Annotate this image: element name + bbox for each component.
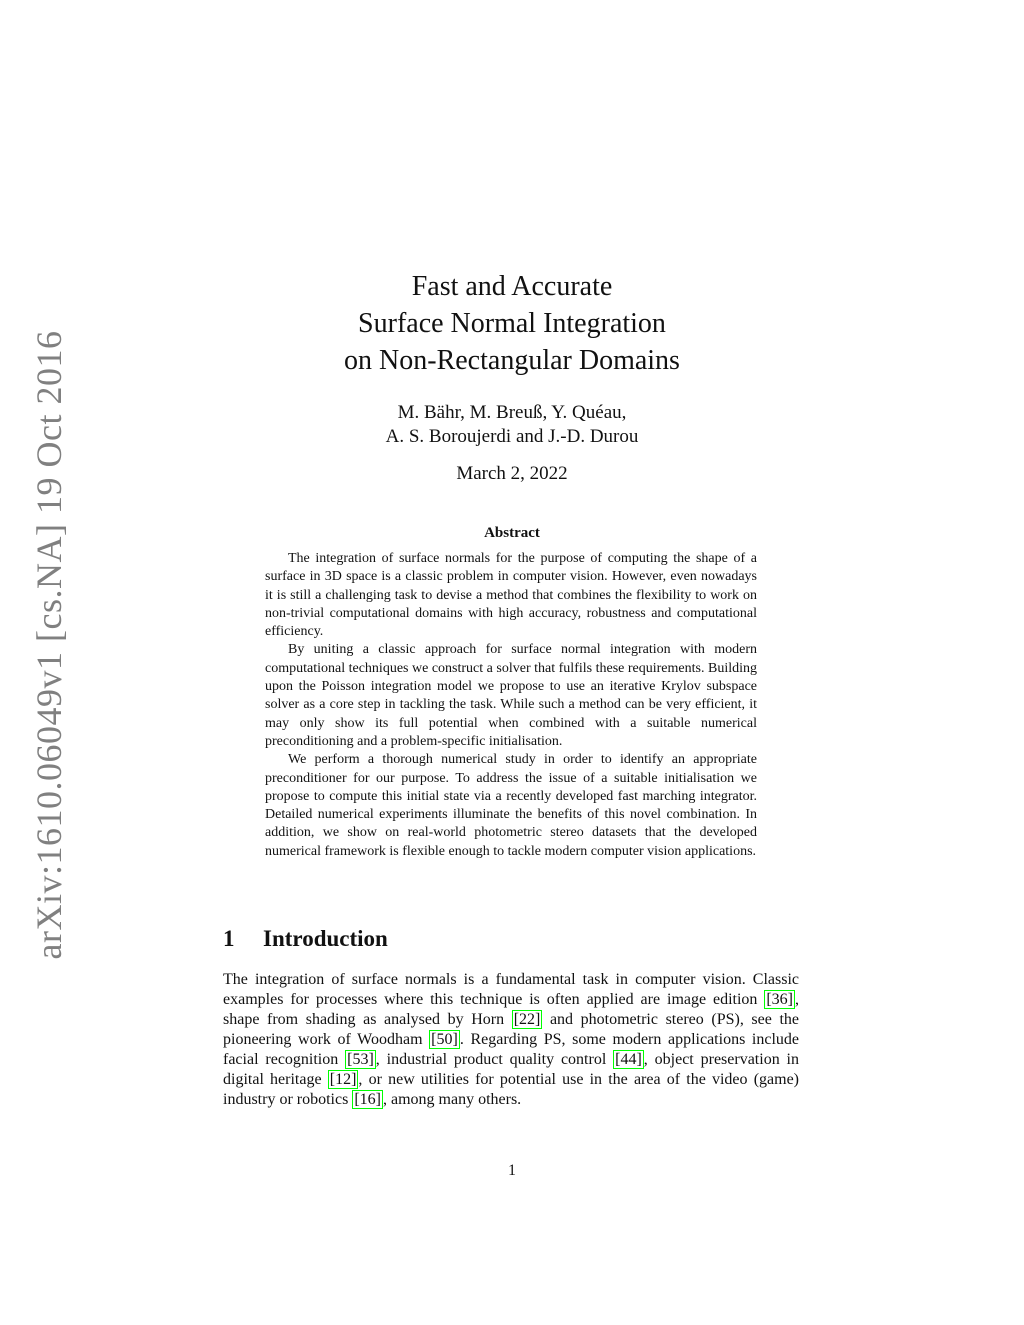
section-number: 1 xyxy=(223,926,235,951)
section-title: Introduction xyxy=(263,926,388,951)
title-line: Surface Normal Integration xyxy=(358,308,666,339)
intro-text: , industrial product quality control xyxy=(375,1051,614,1068)
abstract-paragraph: The integration of surface normals for the purpose of computing the shape of a surface in 3D space is a classic problem in computer vision. However, even nowadays it is still a challenging task to devise a method that combines the flexibility to work on non-trivial computational domains with high accuracy, robustness and computational efficiency. xyxy=(265,551,757,640)
intro-text: and photometric stereo (PS), see the pioneering work of Woodham xyxy=(223,1011,800,1048)
citation-link[interactable]: [36] xyxy=(766,991,793,1008)
citation-link[interactable]: [22] xyxy=(513,1011,541,1028)
author-line: A. S. Boroujerdi and J.-D. Durou xyxy=(385,426,639,447)
authors xyxy=(0,401,1024,449)
citation-link[interactable]: [50] xyxy=(431,1031,458,1048)
citation-link[interactable]: [12] xyxy=(329,1071,357,1088)
abstract-heading: Abstract xyxy=(484,525,540,541)
title-line: on Non-Rectangular Domains xyxy=(344,345,680,376)
intro-text: . Regarding PS, some modern applications include facial recognition xyxy=(223,1031,800,1068)
abstract xyxy=(265,550,757,861)
intro-text: The integration of surface normals is a fundamental task in computer vision. Classic examples for processes where this technique is often applied are image edition xyxy=(223,971,799,1008)
intro-text: , shape from shading as analysed by Horn xyxy=(223,991,799,1028)
page-number: 1 xyxy=(508,1162,516,1179)
abstract-paragraph: We perform a thorough numerical study in order to identify an appropriate preconditioner for our purpose. To address the issue of a suitable initialisation we propose to compute this initial state via a recently developed fast marching integrator. Detailed numerical experiments illuminate the benefits of this novel combination. In addition, we show on real-world photometric stereo datasets that the developed numerical framework is flexible enough to tackle modern computer vision applications. xyxy=(265,752,757,859)
intro-paragraph xyxy=(223,970,799,1110)
title-line: Fast and Accurate xyxy=(411,271,613,302)
section-heading xyxy=(223,926,388,952)
citation-link[interactable]: [16] xyxy=(354,1091,381,1108)
paper-title xyxy=(0,268,1024,379)
intro-text: , among many others. xyxy=(382,1091,522,1108)
citation-link[interactable]: [53] xyxy=(347,1051,374,1068)
abstract-paragraph: By uniting a classic approach for surface normal integration with modern computational techniques we construct a solver that fulfils these requirements. Building upon the Poisson integration model we propose to use an iterative Krylov subspace solver as a core step in tackling the task. While such a method can be very efficient, it may only show its full potential when combined with a suitable numerical preconditioning and a problem-specific initialisation. xyxy=(265,642,757,749)
arxiv-stamp: arXiv:1610.06049v1 [cs.NA] 19 Oct 2016 xyxy=(29,330,69,960)
date: March 2, 2022 xyxy=(456,463,568,484)
intro-text: , or new utilities for potential use in the area of the video (game) industry or robotics xyxy=(223,1071,800,1108)
intro-text: , object preservation in digital heritage xyxy=(223,1051,799,1088)
author-line: M. Bähr, M. Breuß, Y. Quéau, xyxy=(397,402,627,423)
citation-link[interactable]: [44] xyxy=(615,1051,642,1068)
